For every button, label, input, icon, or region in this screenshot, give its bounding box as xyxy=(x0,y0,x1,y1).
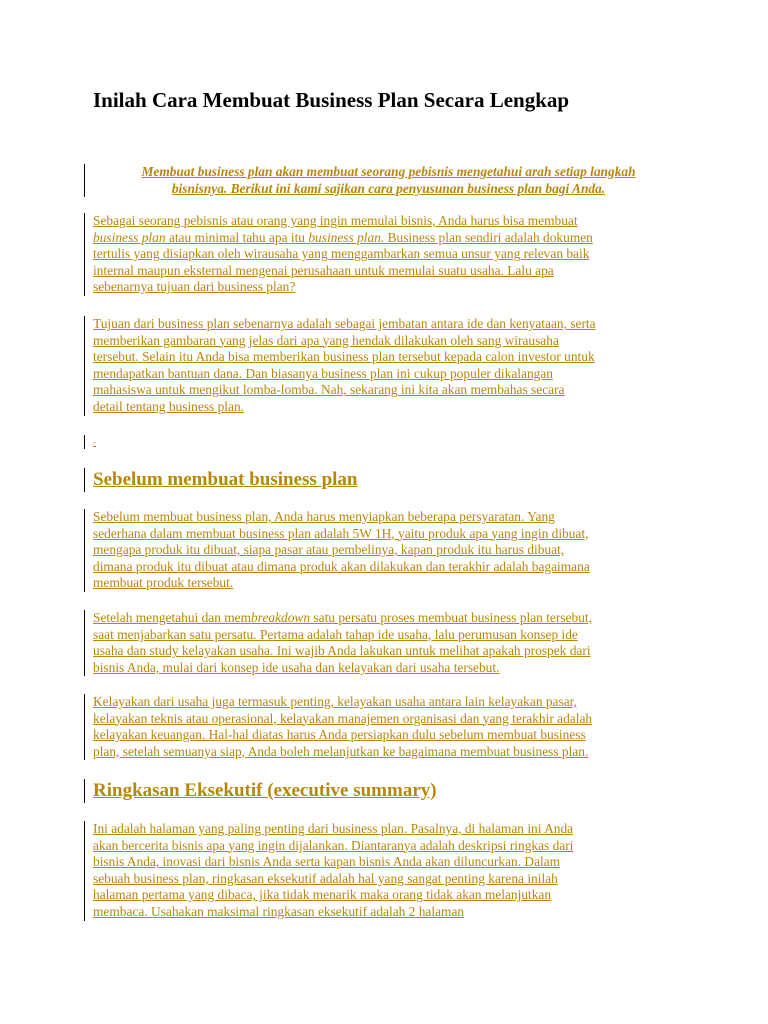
section-1-paragraph-2[interactable] xyxy=(93,610,684,676)
italic-term: business plan. xyxy=(308,229,385,245)
paragraph-2[interactable] xyxy=(93,316,684,416)
text-line: sebenarnya tujuan dari business plan? xyxy=(93,279,296,295)
text-line: Tujuan dari business plan sebenarnya adalah sebagai jembatan antara ide dan kenyataan, serta xyxy=(93,316,596,331)
text-line: internal maupun eksternal mengenai perusahaan untuk memulai suatu usaha. Lalu apa xyxy=(93,262,554,278)
paragraph-block xyxy=(84,821,684,921)
text-line: kelayakan teknis atau operasional, kelayakan manajemen organisasi dan yang terakhir adalah xyxy=(93,710,593,726)
text-run: satu persatu proses membuat business plan tersebut, xyxy=(310,610,592,625)
section-heading-sebelum[interactable]: Sebelum membuat business plan xyxy=(93,469,358,490)
text-line: Kelayakan dari usaha juga termasuk penting, kelayakan usaha antara lain kelayakan pasar, xyxy=(93,694,577,709)
text-line: plan, setelah semuanya siap, Anda boleh melanjutkan ke bagaimana membuat business plan. xyxy=(93,743,589,759)
text-line: membaca. Usahakan maksimal ringkasan eksekutif adalah 2 halaman xyxy=(93,903,465,919)
intro-block xyxy=(84,164,684,197)
text-line xyxy=(93,230,684,247)
text-line: mahasiswa untuk mengikut lomba-lomba. Nah, sekarang ini kita akan membahas secara xyxy=(93,382,565,398)
text-line: bisnis Anda, mulai dari konsep ide usaha dan kelayakan dari usaha tersebut. xyxy=(93,659,500,675)
paragraph-1[interactable] xyxy=(93,213,684,296)
text-run: Setelah mengetahui dan mem xyxy=(93,610,252,625)
section-heading-ringkasan[interactable]: Ringkasan Eksekutif (executive summary) xyxy=(93,780,437,801)
text-line: tersebut. Selain itu Anda bisa memberikan business plan tersebut kepada calon investor untuk xyxy=(93,349,595,365)
text-line: dimana produk itu dibuat atau dimana produk akan dilakukan dan terakhir adalah bagaimana xyxy=(93,558,590,574)
paragraph-block xyxy=(84,213,684,296)
section-heading-block xyxy=(84,468,684,492)
dash-paragraph[interactable]: - xyxy=(93,437,96,447)
text-line: tertulis yang disiapkan oleh wirausaha yang menggambarkan semua unsur yang relevan baik xyxy=(93,246,590,262)
text-line: Sebagai seorang pebisnis atau orang yang ingin memulai bisnis, Anda harus bisa membuat xyxy=(93,213,578,228)
intro-paragraph[interactable] xyxy=(93,164,684,197)
text-line: kelayakan keuangan. Hal-hal diatas harus Anda persiapkan dulu sebelum membuat business xyxy=(93,727,586,743)
italic-term: business plan xyxy=(93,229,166,245)
text-line: halaman pertama yang dibaca, jika tidak menarik maka orang tidak akan melanjutkan xyxy=(93,887,552,903)
section-heading-block xyxy=(84,779,684,803)
dash-block xyxy=(84,435,684,449)
text-line: bisnis Anda, inovasi dari bisnis Anda serta kapan bisnis Anda akan diluncurkan. Dalam xyxy=(93,854,561,870)
text-line: detail tentang business plan. xyxy=(93,398,244,414)
text-line: mengapa produk itu dibuat, siapa pasar atau pembelinya, kapan produk itu harus dibuat, xyxy=(93,542,565,558)
paragraph-block xyxy=(84,316,684,416)
paragraph-block xyxy=(84,694,684,760)
text-run: Business plan sendiri adalah dokumen xyxy=(384,229,593,245)
text-line: membuat produk tersebut. xyxy=(93,575,234,591)
section-2-paragraph-1[interactable] xyxy=(93,821,684,921)
text-line: mendapatkan bantuan dana. Dan biasanya business plan ini cukup populer dikalangan xyxy=(93,365,553,381)
text-line: saat menjabarkan satu persatu. Pertama adalah tahap ide usaha, lalu perumusan konsep ide xyxy=(93,626,578,642)
text-line: Sebelum membuat business plan, Anda harus menyiapkan beberapa persyaratan. Yang xyxy=(93,509,555,524)
text-line: sederhana dalam membuat business plan adalah 5W 1H, yaitu produk apa yang ingin dibuat, xyxy=(93,525,589,541)
text-line: Ini adalah halaman yang paling penting dari business plan. Pasalnya, di halaman ini Anda xyxy=(93,821,574,836)
section-1-paragraph-1[interactable] xyxy=(93,509,684,592)
text-line: usaha dan study kelayakan usaha. Ini wajib Anda lakukan untuk melihat apakah prospek dari xyxy=(93,643,591,659)
document-title: Inilah Cara Membuat Business Plan Secara Lengkap xyxy=(93,88,570,112)
intro-line: bisnisnya. Berikut ini kami sajikan cara penyusunan business plan bagi Anda. xyxy=(171,180,606,196)
section-1-paragraph-3[interactable] xyxy=(93,694,684,760)
paragraph-block xyxy=(84,509,684,592)
text-line: memberikan gambaran yang jelas dari apa yang hendak dilakukan oleh sang wirausaha xyxy=(93,332,559,348)
text-line: akan bercerita bisnis apa yang ingin dijalankan. Diantaranya adalah deskripsi ringkas dari xyxy=(93,837,574,853)
text-run: atau minimal tahu apa itu xyxy=(165,229,309,245)
italic-term: breakdown xyxy=(251,610,311,625)
paragraph-block xyxy=(84,610,684,676)
text-line xyxy=(93,610,684,627)
text-line: sebuah business plan, ringkasan eksekutif adalah hal yang sangat penting karena inilah xyxy=(93,870,558,886)
intro-line: Membuat business plan akan membuat seorang pebisnis mengetahui arah setiap langkah xyxy=(141,164,636,179)
